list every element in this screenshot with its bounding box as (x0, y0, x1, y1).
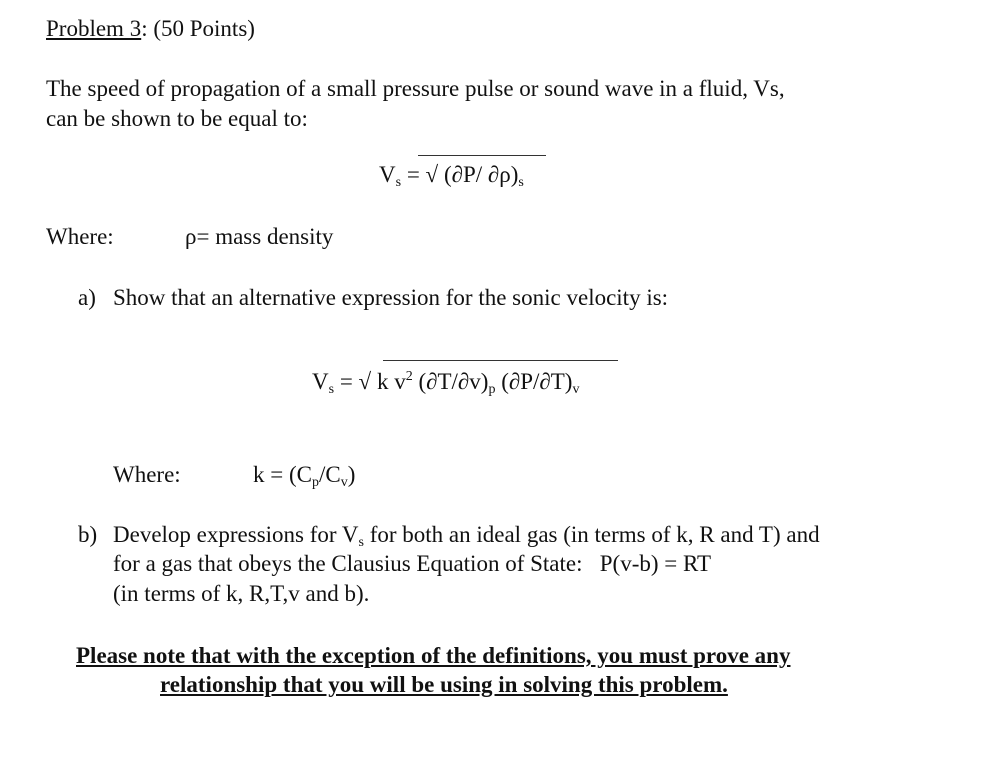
where-2-definition (253, 460, 355, 490)
part-b-line-2: for a gas that obeys the Clausius Equation of State: P(v-b) = RT (113, 551, 711, 576)
eq2-op: = √ (334, 369, 377, 394)
equation-1 (379, 160, 524, 190)
note-line-1: Please note that with the exception of the definitions, you must prove any (76, 643, 791, 668)
eq1-lhs: V (379, 162, 396, 187)
intro-line-1: The speed of propagation of a small pressure pulse or sound wave in a fluid, Vs, (46, 76, 785, 101)
eq1-lhs-sub: s (395, 175, 402, 190)
part-b-line-3: (in terms of k, R,T,v and b). (113, 581, 370, 606)
part-b-marker: b) (78, 522, 98, 547)
part-b-line-1 (113, 520, 820, 550)
problem-points: : (50 Points) (141, 16, 255, 41)
part-b-vs-sub: s (358, 535, 364, 550)
problem-label: Problem 3 (46, 16, 142, 41)
intro-line-2: can be shown to be equal to: (46, 106, 308, 131)
eq2-term1-sub: p (488, 382, 496, 397)
equation-1-radical-bar (418, 155, 546, 156)
part-b-line-1-end: for both an ideal gas (in terms of k, R and T) and (363, 522, 820, 547)
where-2-label: Where: (113, 462, 181, 487)
eq2-term2: (∂P/∂T) (495, 369, 573, 394)
part-a-marker: a) (78, 285, 96, 310)
k-def-mid: /C (318, 462, 341, 487)
equation-2 (312, 367, 579, 397)
k-def-start: k = (C (253, 462, 312, 487)
eq2-kv: k v (376, 369, 406, 394)
eq1-op: = √ (401, 162, 444, 187)
where-1-definition: ρ= mass density (185, 224, 334, 249)
where-1-label: Where: (46, 224, 114, 249)
note-line-2: relationship that you will be using in solving this problem. (160, 672, 728, 697)
cp-sub: p (311, 475, 319, 490)
k-def-end: ) (347, 462, 356, 487)
part-a-text: Show that an alternative expression for the sonic velocity is: (113, 285, 669, 310)
eq1-rhs: (∂P/ ∂ρ) (443, 162, 519, 187)
problem-heading (46, 14, 255, 44)
part-b-line-1-start: Develop expressions for V (113, 522, 359, 547)
eq2-v-sup: 2 (405, 369, 413, 384)
eq1-rhs-sub: s (518, 175, 524, 190)
eq2-term1: (∂T/∂v) (412, 369, 489, 394)
equation-2-radical-bar (383, 360, 618, 361)
eq2-lhs-sub: s (328, 382, 335, 397)
eq2-term2-sub: v (572, 382, 580, 397)
eq2-lhs: V (312, 369, 329, 394)
cv-sub: v (340, 475, 348, 490)
